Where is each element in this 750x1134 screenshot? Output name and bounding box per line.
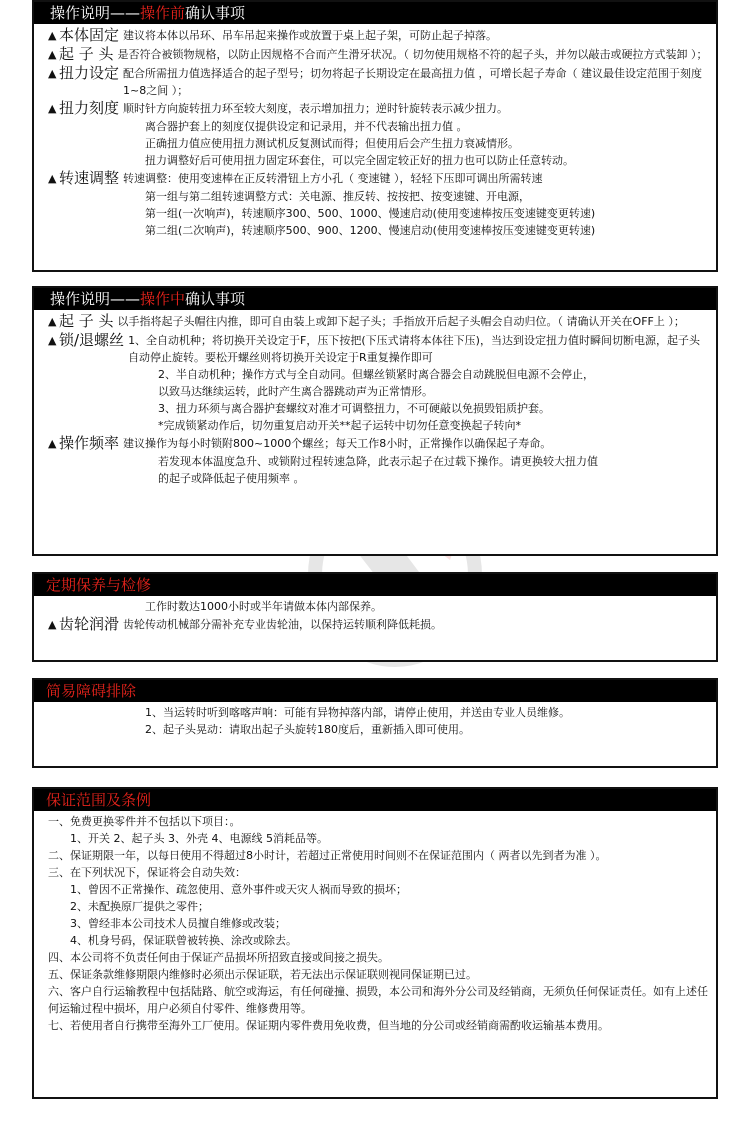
warranty-line: 三、在下列状况下，保证将会自动失效： (48, 866, 246, 879)
section-title: 定期保养与检修 (34, 574, 716, 596)
section-title: 简易障碍排除 (34, 680, 716, 702)
item-line: *完成锁紧动作后，切勿重复启动开关**起子运转中切勿任意变换起子转向* (158, 419, 521, 432)
warranty-line: 一、免费更换零件并不包括以下项目：。 (48, 815, 241, 828)
item-line: 第一组(一次响声)，转速顺序300、500、1000、慢速启动(使用变速棒按压变速键变更转速) (145, 207, 596, 220)
section-title (34, 288, 716, 310)
item-label: 扭力刻度 (59, 99, 120, 117)
item-text: 转速调整：使用变速棒在正反转滑钮上方小孔（ 变速键 ），轻轻下压即可调出所需转速 (123, 172, 543, 185)
item-line: 的起子或降低起子使用频率 。 (158, 472, 305, 485)
title-highlight: 操作前 (140, 4, 186, 22)
warranty-line: 六、客户自行运输教程中包括陆路、航空或海运，有任何碰撞、损毁，本公司和海外分公司及经销商，无须负任何保证责任。如有上述任何运输过程中损坏，用户必须自付零件、维修费用等。 (48, 985, 708, 1015)
title-prefix: 操作说明—— (50, 290, 141, 308)
warranty-line: 4、机身号码，保证联曾被转换、涂改或除去。 (70, 934, 297, 947)
title-highlight: 操作中 (140, 290, 186, 308)
item-line: 以致马达继续运转，此时产生离合器跳动声为正常情形。 (158, 385, 433, 398)
warranty-line: 二、保证期限一年，以每日使用不得超过8小时计，若超过正常使用时间则不在保证范围内（ 两者以先到者为准 ）。 (48, 849, 607, 862)
section-during-operation (32, 286, 718, 556)
warranty-line: 七、若使用者自行携带至海外工厂使用。保证期内零件费用免收费，但当地的分公司或经销商需酌收运输基本费用。 (48, 1019, 609, 1032)
warranty-line: 四、本公司将不负责任何由于保证产品损坏所招致直接或间接之损失。 (48, 951, 389, 964)
item-line: 若发现本体温度急升、或锁附过程转速急降，此表示起子在过载下操作。请更换较大扭力值 (158, 455, 598, 468)
item-text: 齿轮传动机械部分需补充专业齿轮油，以保持运转顺利降低耗损。 (123, 618, 443, 631)
item-line: 2、半自动机种；操作方式与全自动同。但螺丝锁紧时离合器会自动跳脱但电源不会停止， (158, 368, 594, 381)
item-label: 扭力设定 (59, 64, 120, 82)
item-body-fix (48, 26, 708, 45)
triangle-bullet-icon: ▲ (48, 315, 57, 328)
triangle-bullet-icon: ▲ (48, 67, 57, 80)
section-title: 保证范围及条例 (34, 789, 716, 811)
warranty-line: 2、未配换原厂提供之零件； (70, 900, 209, 913)
section-title (34, 2, 716, 24)
item-line: 3、扭力环须与离合器护套螺纹对准才可调整扭力，不可硬敲以免损毁铝质护套。 (158, 402, 550, 415)
item-text: 建议操作为每小时锁附800~1000个螺丝；每天工作8小时，正常操作以确保起子寿命。 (123, 437, 552, 450)
item-text: 配合所需扭力值选择适合的起子型号；切勿将起子长期设定在最高扭力值 ，可增长起子寿命（ 建议最佳设定范围于刻度1~8之间 ）； (123, 67, 703, 97)
item-label: 转速调整 (59, 169, 120, 187)
item-label: 操作频率 (59, 434, 120, 452)
title-suffix: 确认事项 (185, 290, 246, 308)
warranty-line: 1、曾因不正常操作、疏忽使用、意外事件或天灾人祸而导致的损坏； (70, 883, 407, 896)
item-label: 起 子 头 (59, 45, 114, 63)
item-line: 工作时数达1000小时或半年请做本体内部保养。 (145, 600, 382, 613)
item-screw (48, 331, 708, 366)
triangle-bullet-icon: ▲ (48, 618, 57, 631)
item-label: 齿轮润滑 (59, 615, 120, 633)
item-bit (48, 45, 708, 64)
item-label: 起 子 头 (59, 312, 114, 330)
section-before-operation (32, 0, 718, 272)
section-maintenance (32, 572, 718, 662)
warranty-line: 1、开关 2、起子头 3、外壳 4、电源线 5消耗品等。 (70, 832, 328, 845)
item-label: 本体固定 (59, 26, 120, 44)
item-speed (48, 169, 708, 188)
item-text: 顺时针方向旋转扭力环至较大刻度，表示增加扭力；逆时针旋转表示减少扭力。 (123, 102, 509, 115)
item-line: 离合器护套上的刻度仅提供设定和记录用，并不代表输出扭力值 。 (145, 120, 468, 133)
title-suffix: 确认事项 (185, 4, 246, 22)
item-label: 锁/退螺丝 (59, 331, 125, 349)
item-text: 是否符合被锁物规格，以防止因规格不合而产生滑牙状况。（ 切勿使用规格不符的起子头，并勿以敲击或硬拉方式装卸 ）； (117, 48, 708, 61)
triangle-bullet-icon: ▲ (48, 102, 57, 115)
triangle-bullet-icon: ▲ (48, 437, 57, 450)
item-gear (48, 615, 708, 634)
item-torque-setting (48, 64, 708, 99)
item-bit (48, 312, 708, 331)
triangle-bullet-icon: ▲ (48, 29, 57, 42)
section-troubleshooting (32, 678, 718, 768)
item-text: 以手指将起子头帽往内推，即可自由装上或卸下起子头；手指放开后起子头帽会自动归位。（ 请确认开关在OFF上 ）； (117, 315, 685, 328)
item-frequency (48, 434, 708, 453)
triangle-bullet-icon: ▲ (48, 172, 57, 185)
triangle-bullet-icon: ▲ (48, 48, 57, 61)
item-line: 第二组(二次响声)，转速顺序500、900、1200、慢速启动(使用变速棒按压变速键变更转速) (145, 224, 596, 237)
item-torque-scale (48, 99, 708, 118)
item-line: 正确扭力值应使用扭力测试机反复测试而得；但使用后会产生扭力衰减情形。 (145, 137, 519, 150)
item-line: 1、当运转时听到喀喀声响：可能有异物掉落内部，请停止使用，并送由专业人员维修。 (145, 706, 570, 719)
warranty-line: 3、曾经非本公司技术人员擅自维修或改装； (70, 917, 286, 930)
item-line: 第一组与第二组转速调整方式：关电源、推反转、按按把、按变速键、开电源， (145, 190, 530, 203)
section-warranty (32, 787, 718, 1099)
item-text: 建议将本体以吊环、吊车吊起来操作或放置于桌上起子架，可防止起子掉落。 (123, 29, 498, 42)
item-line: 2、起子头晃动：请取出起子头旋转180度后，重新插入即可使用。 (145, 723, 470, 736)
item-line: 扭力调整好后可使用扭力固定环套住，可以完全固定较正好的扭力也可以防止任意转动。 (145, 154, 574, 167)
item-text: 1、全自动机种；将切换开关设定于F，压下按把(下压式请将本体往下压)，当达到设定扭力值时瞬间切断电源，起子头自动停止旋转。要松开螺丝则将切换开关设定于R重复操作即可 (128, 334, 700, 364)
triangle-bullet-icon: ▲ (48, 334, 57, 347)
warranty-line: 五、保证条款维修期限内维修时必须出示保证联，若无法出示保证联则视同保证期已过。 (48, 968, 477, 981)
title-prefix: 操作说明—— (50, 4, 141, 22)
